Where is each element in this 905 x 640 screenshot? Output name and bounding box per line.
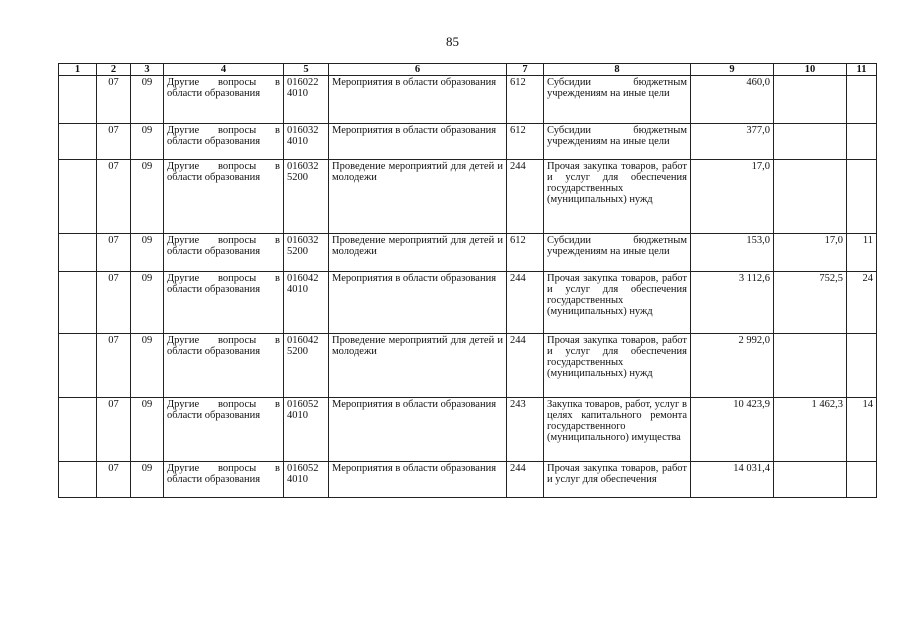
col-header: 2: [97, 64, 131, 76]
cell-activity: Мероприятия в области образования: [329, 462, 507, 498]
cell-section-name: Другие вопросы в области образования: [164, 76, 284, 124]
cell-target-code: 016052 4010: [284, 398, 329, 462]
cell-activity: Проведение мероприятий для детей и молодежи: [329, 160, 507, 234]
cell-expense-type: 612: [507, 76, 544, 124]
col-header: 11: [847, 64, 877, 76]
cell-target-code: 016052 4010: [284, 462, 329, 498]
cell-section: 07: [97, 76, 131, 124]
cell-subsection: 09: [131, 76, 164, 124]
table-row: [59, 124, 877, 160]
cell-subsection: 09: [131, 398, 164, 462]
table-row: [59, 334, 877, 398]
cell-target-code: 016042 4010: [284, 272, 329, 334]
cell-activity: Мероприятия в области образования: [329, 272, 507, 334]
cell-expense-type: 244: [507, 334, 544, 398]
col-header: 1: [59, 64, 97, 76]
header-row: [59, 64, 877, 76]
budget-table: [58, 63, 877, 498]
cell-amount-col9: 460,0: [691, 76, 774, 124]
cell-section: 07: [97, 160, 131, 234]
cell-empty: [59, 76, 97, 124]
cell-activity: Мероприятия в области образования: [329, 76, 507, 124]
table-row: [59, 160, 877, 234]
cell-amount-col10: 752,5: [774, 272, 847, 334]
col-header: 9: [691, 64, 774, 76]
cell-section-name: Другие вопросы в области образования: [164, 160, 284, 234]
cell-empty: [59, 272, 97, 334]
cell-section: 07: [97, 234, 131, 272]
cell-col11: [847, 124, 877, 160]
cell-amount-col10: 17,0: [774, 234, 847, 272]
table-row: [59, 462, 877, 498]
cell-col11: 14: [847, 398, 877, 462]
col-header: 6: [329, 64, 507, 76]
cell-expense-type: 243: [507, 398, 544, 462]
cell-section: 07: [97, 398, 131, 462]
cell-expense-description: Закупка товаров, работ, услуг в целях капитального ремонта государственного (муниципального) имущества: [544, 398, 691, 462]
cell-activity: Мероприятия в области образования: [329, 124, 507, 160]
col-header: 4: [164, 64, 284, 76]
cell-empty: [59, 234, 97, 272]
cell-amount-col9: 377,0: [691, 124, 774, 160]
cell-amount-col9: 153,0: [691, 234, 774, 272]
cell-amount-col9: 3 112,6: [691, 272, 774, 334]
cell-subsection: 09: [131, 124, 164, 160]
cell-expense-type: 244: [507, 272, 544, 334]
cell-expense-description: Субсидии бюджетным учреждениям на иные цели: [544, 76, 691, 124]
cell-target-code: 016022 4010: [284, 76, 329, 124]
cell-section: 07: [97, 462, 131, 498]
cell-section-name: Другие вопросы в области образования: [164, 398, 284, 462]
cell-empty: [59, 398, 97, 462]
cell-section: 07: [97, 334, 131, 398]
cell-target-code: 016032 5200: [284, 234, 329, 272]
cell-expense-description: Прочая закупка товаров, работ и услуг для обеспечения государственных (муниципальных) нужд: [544, 272, 691, 334]
cell-section: 07: [97, 124, 131, 160]
cell-amount-col10: [774, 462, 847, 498]
cell-empty: [59, 124, 97, 160]
cell-amount-col10: 1 462,3: [774, 398, 847, 462]
cell-expense-description: Субсидии бюджетным учреждениям на иные цели: [544, 124, 691, 160]
cell-expense-type: 612: [507, 124, 544, 160]
cell-expense-type: 612: [507, 234, 544, 272]
cell-section: 07: [97, 272, 131, 334]
table-row: [59, 76, 877, 124]
cell-subsection: 09: [131, 272, 164, 334]
cell-col11: [847, 462, 877, 498]
table-row: [59, 398, 877, 462]
cell-subsection: 09: [131, 234, 164, 272]
cell-expense-description: Субсидии бюджетным учреждениям на иные цели: [544, 234, 691, 272]
cell-activity: Проведение мероприятий для детей и молодежи: [329, 234, 507, 272]
col-header: 7: [507, 64, 544, 76]
cell-amount-col10: [774, 334, 847, 398]
table-row: [59, 272, 877, 334]
cell-activity: Мероприятия в области образования: [329, 398, 507, 462]
cell-expense-type: 244: [507, 462, 544, 498]
cell-amount-col9: 17,0: [691, 160, 774, 234]
cell-expense-type: 244: [507, 160, 544, 234]
cell-amount-col9: 10 423,9: [691, 398, 774, 462]
col-header: 3: [131, 64, 164, 76]
cell-subsection: 09: [131, 462, 164, 498]
cell-expense-description: Прочая закупка товаров, работ и услуг для обеспечения государственных (муниципальных) нужд: [544, 160, 691, 234]
cell-empty: [59, 160, 97, 234]
cell-amount-col9: 2 992,0: [691, 334, 774, 398]
cell-target-code: 016032 5200: [284, 160, 329, 234]
cell-expense-description: Прочая закупка товаров, работ и услуг для обеспечения государственных (муниципальных) нужд: [544, 334, 691, 398]
cell-subsection: 09: [131, 160, 164, 234]
cell-section-name: Другие вопросы в области образования: [164, 462, 284, 498]
cell-section-name: Другие вопросы в области образования: [164, 334, 284, 398]
cell-col11: 11: [847, 234, 877, 272]
cell-col11: [847, 160, 877, 234]
cell-target-code: 016032 4010: [284, 124, 329, 160]
cell-col11: 24: [847, 272, 877, 334]
page-number: 85: [446, 34, 459, 49]
cell-amount-col10: [774, 76, 847, 124]
cell-section-name: Другие вопросы в области образования: [164, 124, 284, 160]
cell-col11: [847, 76, 877, 124]
cell-empty: [59, 334, 97, 398]
cell-amount-col10: [774, 124, 847, 160]
cell-section-name: Другие вопросы в области образования: [164, 272, 284, 334]
col-header: 5: [284, 64, 329, 76]
table-row: [59, 234, 877, 272]
cell-subsection: 09: [131, 334, 164, 398]
cell-section-name: Другие вопросы в области образования: [164, 234, 284, 272]
cell-activity: Проведение мероприятий для детей и молодежи: [329, 334, 507, 398]
cell-expense-description: Прочая закупка товаров, работ и услуг для обеспечения: [544, 462, 691, 498]
cell-empty: [59, 462, 97, 498]
cell-target-code: 016042 5200: [284, 334, 329, 398]
col-header: 8: [544, 64, 691, 76]
cell-col11: [847, 334, 877, 398]
cell-amount-col10: [774, 160, 847, 234]
cell-amount-col9: 14 031,4: [691, 462, 774, 498]
col-header: 10: [774, 64, 847, 76]
